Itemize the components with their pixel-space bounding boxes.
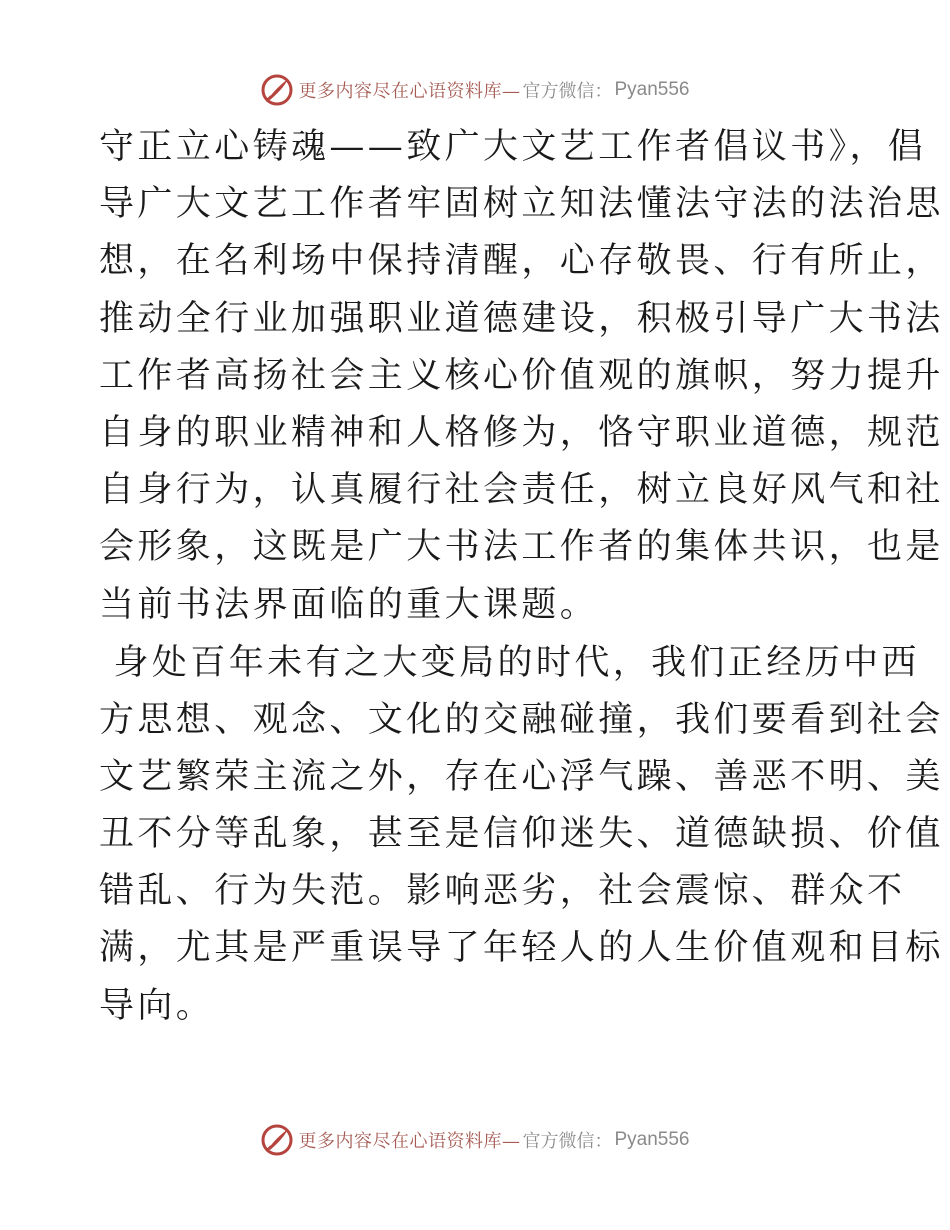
paragraph-2: [99, 639, 944, 1030]
text-line: 工作者高扬社会主义核心价值观的旗帜，努力提升: [99, 355, 944, 396]
footer-slogan: 更多内容尽在心语资料库—: [298, 1131, 521, 1152]
footer-wechat-label: 官方微信：: [522, 1131, 613, 1152]
header-banner: [0, 70, 950, 110]
header-wechat-id: Pyan556: [614, 79, 690, 100]
header-slogan: 更多内容尽在心语资料库—: [298, 81, 521, 102]
document-body: [99, 123, 944, 1039]
quill-logo-icon: [260, 73, 294, 107]
text-line: 守正立心铸魂——致广大文艺工作者倡议书》，倡: [99, 127, 927, 167]
text-line: 导广大文艺工作者牢固树立知法懂法守法的法治思: [99, 184, 944, 225]
footer-banner: [0, 1120, 950, 1160]
text-line: 方思想、观念、文化的交融碰撞，我们要看到社会: [99, 699, 944, 740]
footer-wechat-id: Pyan556: [614, 1129, 690, 1150]
quill-logo-icon: [260, 1123, 294, 1157]
header-wechat-label: 官方微信：: [522, 81, 613, 102]
text-line: 当前书法界面临的重大课题。: [99, 584, 599, 625]
text-line: 会形象，这既是广大书法工作者的集体共识，也是: [99, 527, 944, 568]
text-line: 身处百年未有之大变局的时代，我们正经历中西: [99, 642, 920, 683]
text-line: 满，尤其是严重误导了年轻人的人生价值观和目标: [99, 928, 944, 969]
text-line: 丑不分等乱象，甚至是信仰迷失、道德缺损、价值: [99, 814, 944, 855]
text-line: 推动全行业加强职业道德建设，积极引导广大书法: [99, 298, 944, 339]
text-line: 错乱、行为失范。影响恶劣，社会震惊、群众不: [99, 871, 906, 912]
text-line: 想，在名利场中保持清醒，心存敬畏、行有所止，: [99, 241, 944, 282]
text-line: 导向。: [99, 985, 215, 1026]
text-line: 自身的职业精神和人格修为，恪守职业道德，规范: [99, 412, 944, 453]
text-line: 自身行为，认真履行社会责任，树立良好风气和社: [99, 470, 944, 511]
paragraph-1: [99, 123, 944, 629]
text-line: 文艺繁荣主流之外，存在心浮气躁、善恶不明、美: [99, 756, 944, 797]
